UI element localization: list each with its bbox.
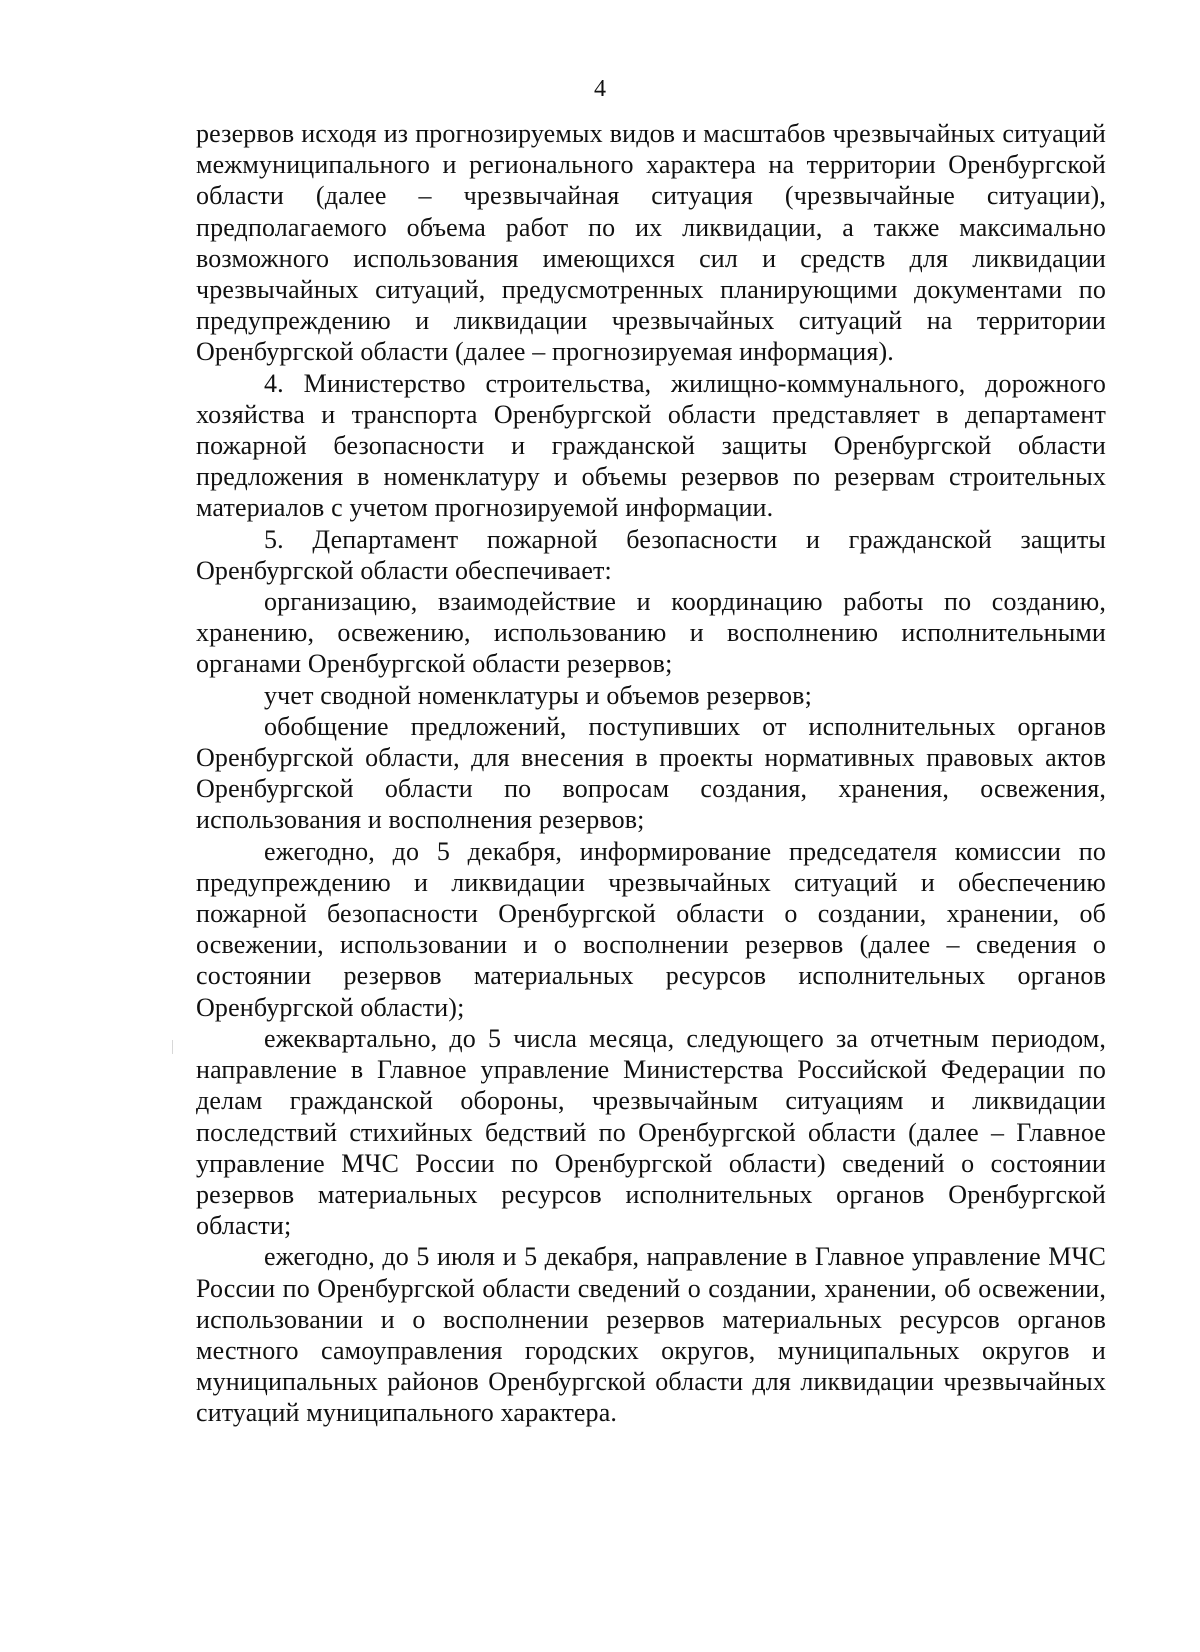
page-number: 4 bbox=[594, 76, 606, 102]
paragraph-nomenclature: учет сводной номенклатуры и объемов резервов; bbox=[264, 680, 812, 710]
paragraph-item-4: 4. Министерство строительства, жилищно-коммунального, дорожного хозяйства и транспорта Оренбургской области представляет в департамент пожарной безопасности и гражданской защиты Оренбургской области предложения в номенклатуру и объемы резервов по резервам строительных материалов с учетом прогнозируемой информации. bbox=[196, 368, 1106, 523]
document-body bbox=[196, 118, 1106, 1429]
paragraph-quarterly: ежеквартально, до 5 числа месяца, следующего за отчетным периодом, направление в Главное управление Министерства Российской Федерации по делам гражданской обороны, чрезвычайным ситуациям и ликвидации последствий стихийных бедствий по Оренбургской области (далее – Главное управление МЧС России по Оренбургской области) сведений о состоянии резервов материальных ресурсов исполнительных органов Оренбургской области; bbox=[196, 1023, 1106, 1241]
paragraph-proposals: обобщение предложений, поступивших от исполнительных органов Оренбургской области, для внесения в проекты нормативных правовых актов Оренбургской области по вопросам создания, хранения, освежения, использования и восполнения резервов; bbox=[196, 711, 1106, 835]
paragraph-annual-info: ежегодно, до 5 декабря, информирование председателя комиссии по предупреждению и ликвидации чрезвычайных ситуаций и обеспечению пожарной безопасности Оренбургской области о создании, хранении, об освежении, использовании и о восполнении резервов (далее – сведения о состоянии резервов материальных ресурсов исполнительных органов Оренбургской области); bbox=[196, 836, 1106, 1022]
paragraph-item-5: 5. Департамент пожарной безопасности и гражданской защиты Оренбургской области обеспечивает: bbox=[196, 524, 1106, 585]
scan-artifact bbox=[172, 1040, 173, 1054]
paragraph-annual-report: ежегодно, до 5 июля и 5 декабря, направление в Главное управление МЧС России по Оренбургской области сведений о создании, хранении, об освежении, использовании и о восполнении резервов материальных ресурсов органов местного самоуправления городских округов, муниципальных округов и муниципальных районов Оренбургской области для ликвидации чрезвычайных ситуаций муниципального характера. bbox=[196, 1242, 1106, 1428]
paragraph-continuation: резервов исходя из прогнозируемых видов и масштабов чрезвычайных ситуаций межмуниципального и регионального характера на территории Оренбургской области (далее – чрезвычайная ситуация (чрезвычайные ситуации), предполагаемого объема работ по их ликвидации, а также максимально возможного использования имеющихся сил и средств для ликвидации чрезвычайных ситуаций, предусмотренных планирующими документами по предупреждению и ликвидации чрезвычайных ситуаций на территории Оренбургской области (далее – прогнозируемая информация). bbox=[196, 119, 1106, 367]
paragraph-coordination: организацию, взаимодействие и координацию работы по созданию, хранению, освежению, использованию и восполнению исполнительными органами Оренбургской области резервов; bbox=[196, 587, 1106, 679]
